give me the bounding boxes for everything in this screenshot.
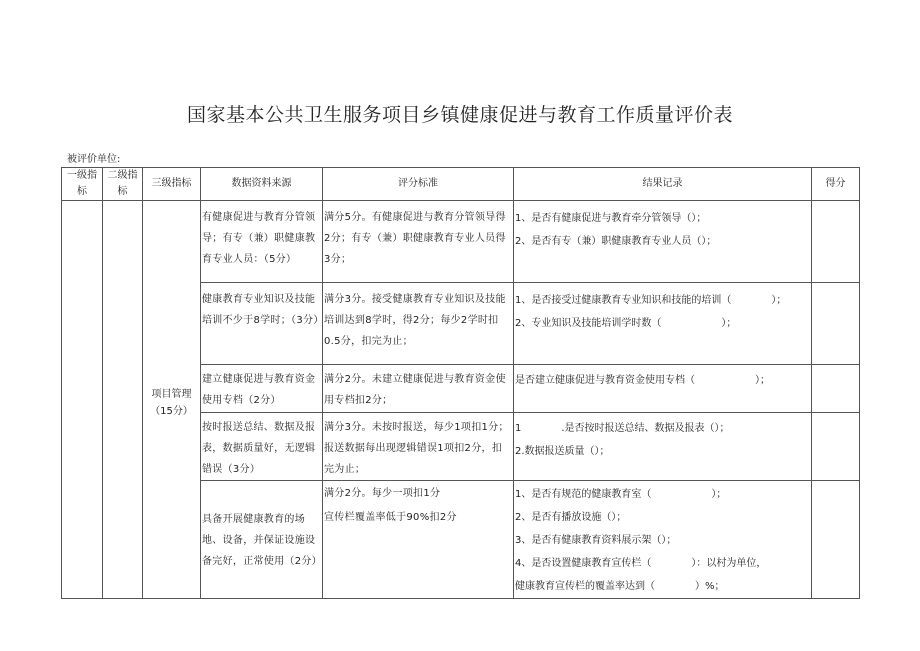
result-cell	[514, 413, 812, 481]
level3-cell: 项目管理（15分）	[143, 201, 201, 599]
result-line: 1、是否有健康促进与教育牵分管领导（）；	[515, 213, 707, 224]
source-cell: 具备开展健康教育的场地、设备，并保证设施设备完好，正常使用（2分）	[201, 481, 323, 599]
score-cell[interactable]	[812, 283, 860, 365]
header-level1: 一级指标	[62, 168, 103, 201]
evaluation-table	[61, 167, 860, 599]
result-line: 2、是否有专（兼）职健康教育专业人员（）；	[515, 236, 717, 247]
score-cell[interactable]	[812, 481, 860, 599]
header-score: 得分	[812, 168, 860, 201]
source-cell: 按时报送总结、数据及报表，数据质量好，无逻辑错误（3分）	[201, 413, 323, 481]
result-cell	[514, 481, 812, 599]
criteria-line: 满分2分。每少一项扣1分	[324, 488, 441, 499]
source-cell: 建立健康促进与教育资金使用专档（2分）	[201, 365, 323, 413]
header-source: 数据资料来源	[201, 168, 323, 201]
result-line: 2、专业知识及技能培训学时数（ ）；	[515, 318, 737, 329]
criteria-cell	[323, 481, 514, 599]
result-line: 2、是否有播放设施（）；	[515, 512, 627, 523]
header-result: 结果记录	[514, 168, 812, 201]
result-cell	[514, 283, 812, 365]
score-cell[interactable]	[812, 201, 860, 283]
page-title: 国家基本公共卫生服务项目乡镇健康促进与教育工作质量评价表	[186, 104, 733, 126]
result-cell	[514, 365, 812, 413]
header-criteria: 评分标准	[323, 168, 514, 201]
header-level3: 三级指标	[143, 168, 201, 201]
source-cell: 有健康促进与教育分管领导；有专（兼）职健康教育专业人员：（5分）	[201, 201, 323, 283]
score-cell[interactable]	[812, 413, 860, 481]
evaluated-unit-label: 被评价单位:	[67, 154, 121, 165]
result-cell	[514, 201, 812, 283]
criteria-cell: 满分3分。未按时报送，每少1项扣1分；报送数据每出现逻辑错误1项扣2分，扣完为止；	[323, 413, 514, 481]
criteria-line: 宣传栏覆盖率低于90%扣2分	[324, 512, 457, 523]
result-line: 1、是否接受过健康教育专业知识和技能的培训（ ）；	[515, 295, 787, 306]
criteria-cell: 满分3分。接受健康教育专业知识及技能培训达到8学时，得2分；每少2学时扣0.5分，扣完为止；	[323, 283, 514, 365]
result-line: 健康教育宣传栏的覆盖率达到（ ）%；	[515, 581, 725, 592]
score-cell[interactable]	[812, 365, 860, 413]
header-row	[62, 168, 860, 201]
table-row	[62, 201, 860, 283]
result-line: 是否建立健康促进与教育资金使用专档（ ）；	[515, 375, 770, 386]
criteria-cell: 满分2分。未建立健康促进与教育资金使用专档扣2分；	[323, 365, 514, 413]
header-level2: 二级指标	[103, 168, 143, 201]
level2-cell	[103, 201, 143, 599]
result-line: 1、是否有规范的健康教育室（ ）；	[515, 489, 727, 500]
result-line: 3、是否有健康教育资料展示架（）；	[515, 535, 677, 546]
result-line: 4、是否设置健康教育宣传栏（ ）：以村为单位，	[515, 558, 767, 569]
level1-cell	[62, 201, 103, 599]
source-cell: 健康教育专业知识及技能培训不少于8学时；（3分）	[201, 283, 323, 365]
result-line: 2.数据报送质量（）；	[515, 446, 610, 457]
result-line: 1 .是否按时报送总结、数据及报表（）；	[515, 423, 730, 434]
criteria-cell: 满分5分。有健康促进与教育分管领导得2分；有专（兼）职健康教育专业人员得3分；	[323, 201, 514, 283]
